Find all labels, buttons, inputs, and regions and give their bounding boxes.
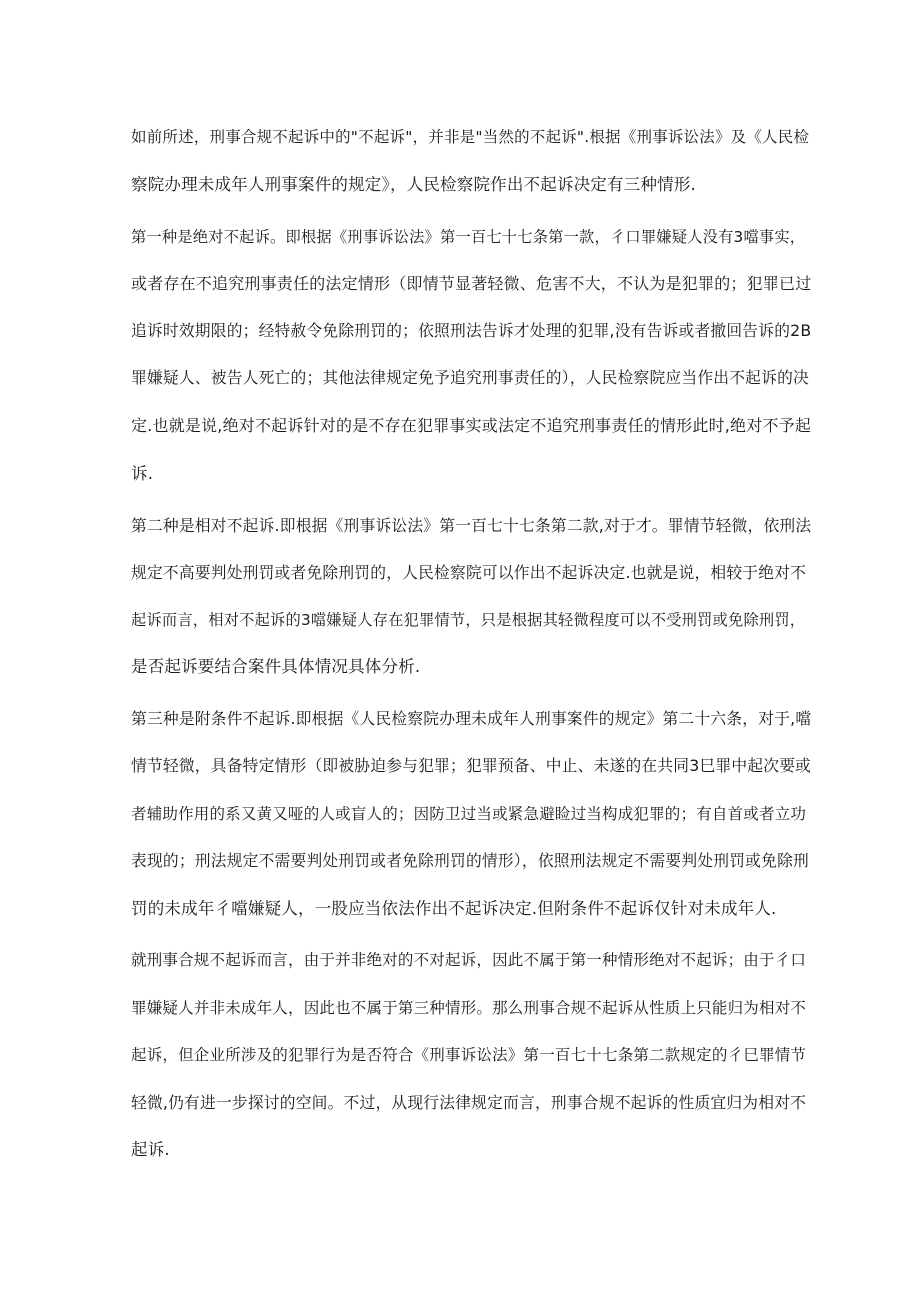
text-line: 定.也就是说,绝对不起诉针对的是不存在犯罪事实或法定不追究刑事责任的情形此时,绝对不予起 bbox=[131, 416, 812, 435]
text-line: 罪嫌疑人并非未成年人，因此也不属于第三种情形。那么刑事合规不起诉从性质上只能归为相对不 bbox=[131, 999, 807, 1017]
text-line: 就刑事合规不起诉而言，由于并非绝对的不对起诉，因此不属于第一种情形绝对不起诉；由于彳口 bbox=[131, 951, 807, 969]
text-line: 起诉，但企业所涉及的犯罪行为是否符合《刑事诉讼法》第一百七十七条第二款规定的彳巳罪情节 bbox=[131, 1046, 807, 1064]
text-line: 罚的未成年彳噹嫌疑人，一股应当依法作出不起诉决定.但附条件不起诉仅针对未成年人. bbox=[131, 899, 777, 918]
text-line: 起诉而言，相对不起诉的3噹嫌疑人存在犯罪情节，只是根据其轻微程度可以不受刑罚或免除刑罚， bbox=[131, 611, 806, 629]
text-line: 或者存在不追究刑事责任的法定情形（即情节显著轻微、危害不大，不认为是犯罪的；犯罪已过 bbox=[131, 274, 812, 293]
text-line: 第二种是相对不起诉.即根据《刑事诉讼法》第一百七十七条第二款,对于才。罪情节轻微，依刑法 bbox=[131, 516, 812, 535]
text-line: 规定不高要判处刑罚或者免除刑罚的，人民检察院可以作出不起诉决定.也就是说，相较于绝对不 bbox=[131, 563, 807, 582]
text-line: 第三种是附条件不起诉.即根据《人民检察院办理未成年人刑事案件的规定》第二十六条，对于,噹 bbox=[131, 709, 812, 728]
text-line: 第一种是绝对不起诉。即根据《刑事诉讼法》第一百七十七条第一款，彳口罪嫌疑人没有3噹事实， bbox=[131, 228, 806, 246]
text-line: 诉. bbox=[131, 464, 154, 483]
text-line: 情节轻微，具备特定情形（即被胁迫参与犯罪；犯罪预备、中止、未遂的在共同3巳罪中起次要或 bbox=[131, 756, 812, 775]
text-line: 是否起诉要结合案件具体情况具体分析. bbox=[131, 657, 421, 676]
text-line: 轻微,仍有进一步探讨的空间。不过，从现行法律规定而言，刑事合规不起诉的性质宜归为相对不 bbox=[131, 1093, 807, 1112]
text-line: 追诉时效期限的；经特赦令免除刑罚的；依照刑法告诉才处理的犯罪,没有告诉或者撤回告诉的2B bbox=[131, 321, 812, 340]
text-line: 察院办理未成年人刑事案件的规定》，人民检察院作出不起诉决定有三种情形. bbox=[131, 175, 696, 194]
text-line: 如前所述，刑事合规不起诉中的"不起诉"，并非是"当然的不起诉".根据《刑事诉讼法》及《人民检 bbox=[131, 128, 810, 146]
text-line: 表现的；刑法规定不需要判处刑罚或者免除刑罚的情形），依照刑法规定不需要判处刑罚或免除刑 bbox=[131, 851, 809, 870]
text-line: 起诉. bbox=[131, 1140, 170, 1159]
text-line: 者辅助作用的系又黄又哑的人或盲人的；因防卫过当或紧急避睑过当构成犯罪的；有自首或者立功 bbox=[131, 805, 807, 823]
text-line: 罪嫌疑人、被告人死亡的；其他法律规定免予追究刑事责任的），人民检察院应当作出不起诉的决 bbox=[131, 368, 809, 387]
